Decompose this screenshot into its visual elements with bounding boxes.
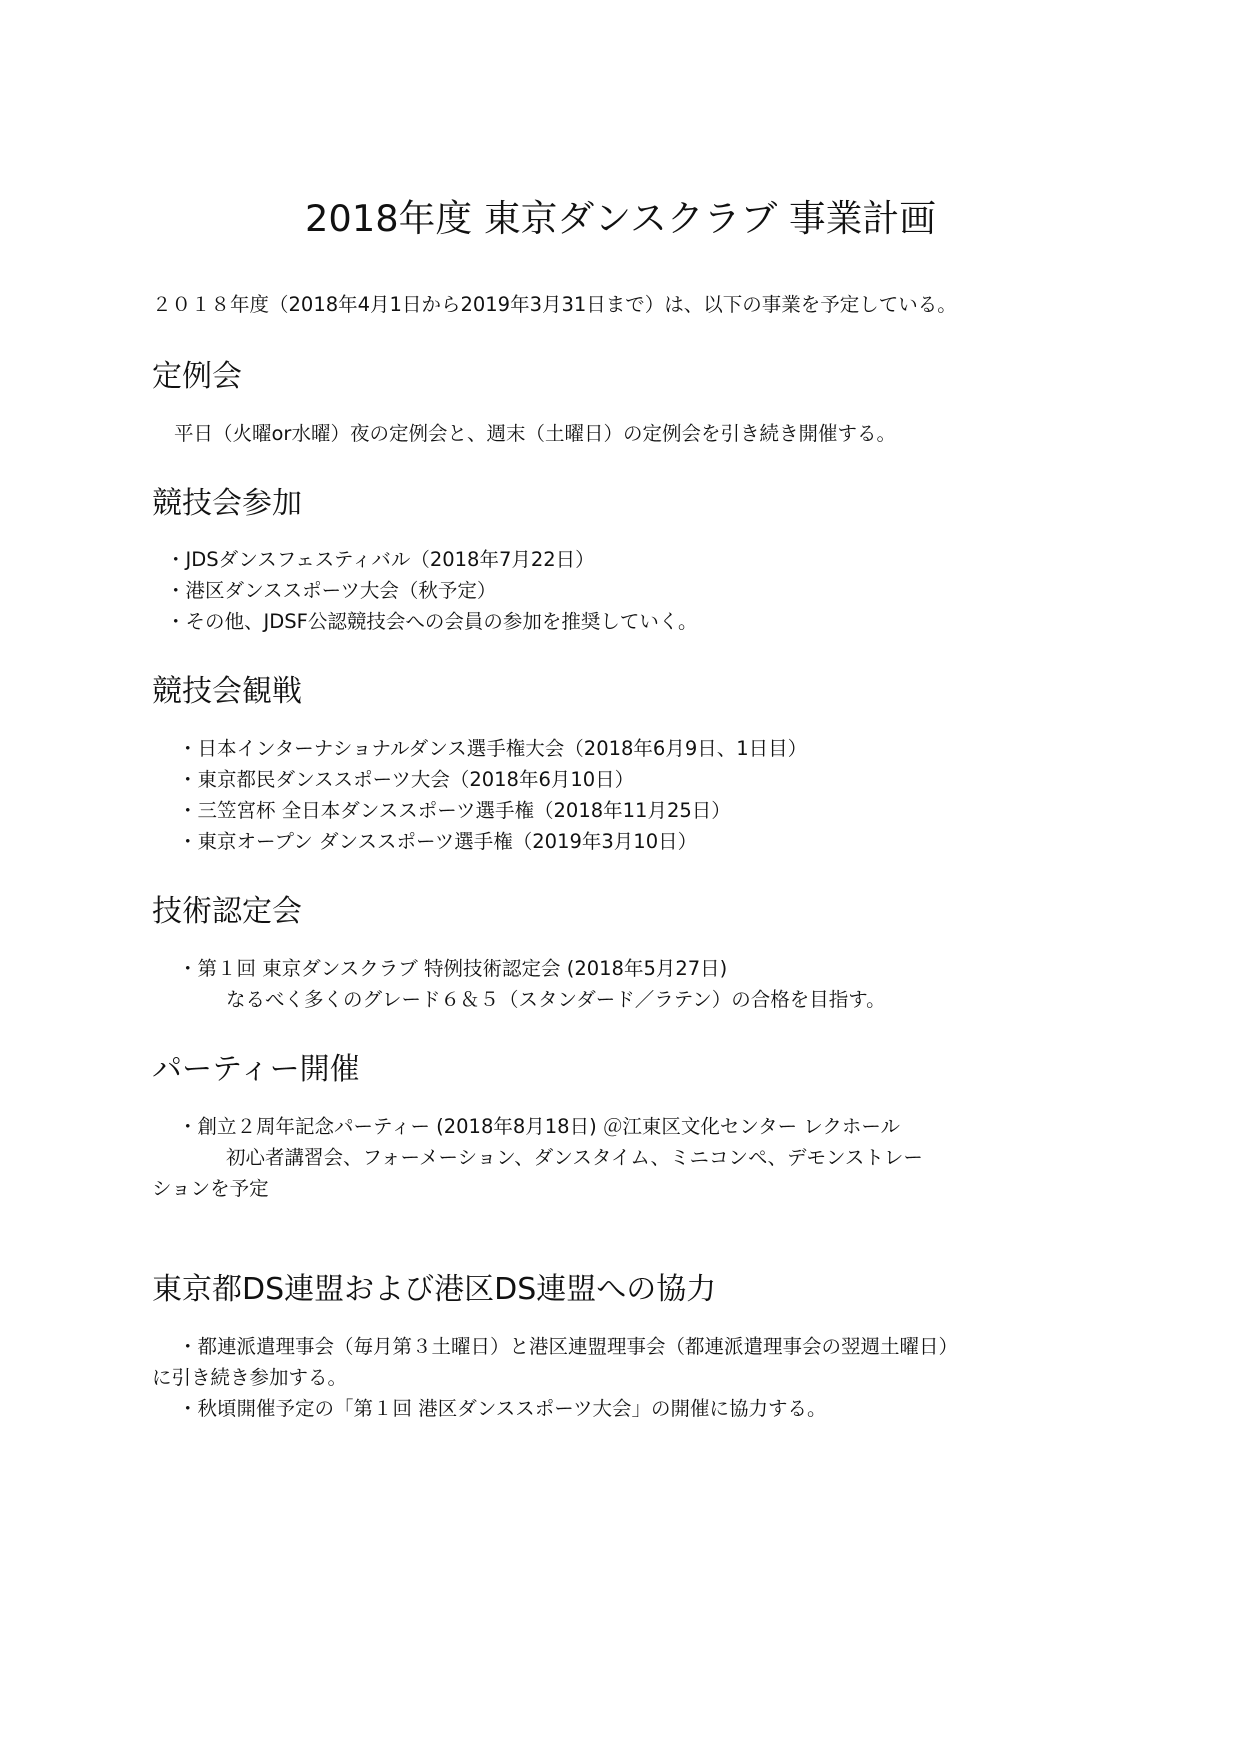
section-heading-party: パーティー開催 xyxy=(152,1052,360,1087)
list-item-detail: なるべく多くのグレード６＆５（スタンダード／ラテン）の合格を目指す。 xyxy=(226,988,886,1011)
list-item: ・都連派遣理事会（毎月第３土曜日）と港区連盟理事会（都連派遣理事会の翌週土曜日） xyxy=(178,1335,959,1358)
document-title: 2018年度 東京ダンスクラブ 事業計画 xyxy=(305,197,936,240)
list-item: ・創立２周年記念パーティー (2018年8月18日) ＠江東区文化センター レクホール xyxy=(178,1115,901,1138)
section-heading-competition-participation: 競技会参加 xyxy=(152,486,302,521)
section-heading-technical-certification: 技術認定会 xyxy=(152,894,302,929)
list-item: ・JDSダンスフェスティバル（2018年7月22日） xyxy=(166,548,595,571)
list-item-detail: 初心者講習会、フォーメーション、ダンスタイム、ミニコンペ、デモンストレー xyxy=(226,1146,923,1169)
section-heading-competition-viewing: 競技会観戦 xyxy=(152,674,302,709)
section-heading-federation-cooperation: 東京都DS連盟および港区DS連盟への協力 xyxy=(152,1272,717,1307)
list-item: ・第１回 東京ダンスクラブ 特例技術認定会 (2018年5月27日) xyxy=(178,957,728,980)
list-item-detail: ションを予定 xyxy=(152,1177,269,1200)
list-item: ・その他、JDSF公認競技会への会員の参加を推奨していく。 xyxy=(166,610,698,633)
section-line: 平日（火曜or水曜）夜の定例会と、週末（土曜日）の定例会を引き続き開催する。 xyxy=(174,422,896,445)
section-heading-regular-meetings: 定例会 xyxy=(152,359,242,394)
list-item: ・日本インターナショナルダンス選手権大会（2018年6月9日、1日目） xyxy=(178,737,808,760)
intro-text: ２０１８年度（2018年4月1日から2019年3月31日まで）は、以下の事業を予定している。 xyxy=(152,293,957,316)
list-item: ・秋頃開催予定の「第１回 港区ダンススポーツ大会」の開催に協力する。 xyxy=(178,1397,827,1420)
list-item: ・港区ダンススポーツ大会（秋予定） xyxy=(166,579,497,602)
list-item: ・三笠宮杯 全日本ダンススポーツ選手権（2018年11月25日） xyxy=(178,799,731,822)
list-item-detail: に引き続き参加する。 xyxy=(152,1366,348,1389)
list-item: ・東京オープン ダンススポーツ選手権（2019年3月10日） xyxy=(178,830,698,853)
list-item: ・東京都民ダンススポーツ大会（2018年6月10日） xyxy=(178,768,635,791)
